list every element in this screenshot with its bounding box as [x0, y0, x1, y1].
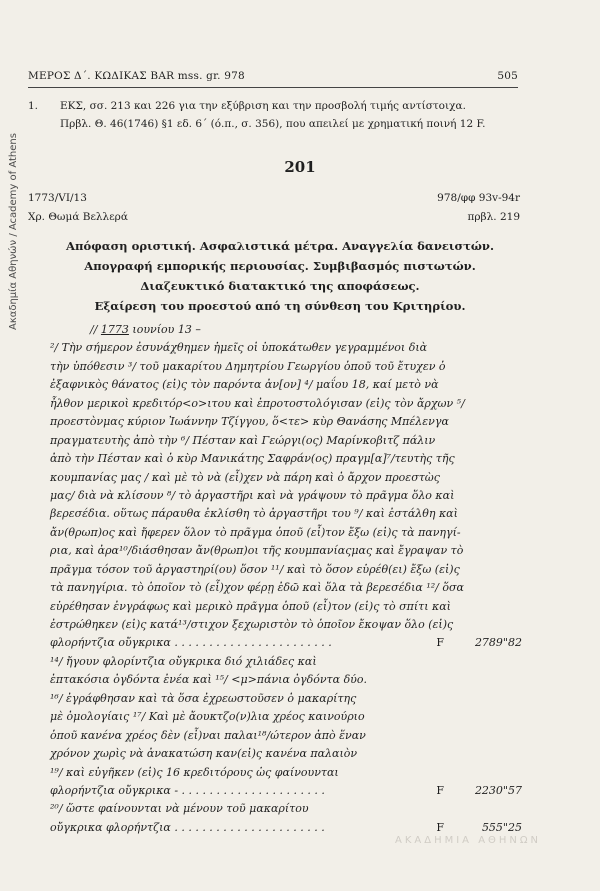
body-line: μὲ ὁμολογίαις ¹⁷/ Καὶ μὲ ἄουκτζο(ν)λια χρέος καινούριο [50, 710, 365, 724]
body-line: ὁποῦ κανένα χρέος δὲν (εἶ)ναι παλαι¹⁸/ώτερον ἀπὸ ἕναν [50, 728, 366, 742]
summary-line: Απόφαση οριστική. Ασφαλιστικά μέτρα. Αναγγελία δανειστών. [65, 239, 495, 253]
body-line: πρᾶγμα τόσον τοῦ ἀργαστηρί(ου) ὅσον ¹¹/ καὶ τὸ ὅσον εὑρέθ(ει) ἔξω (εἰ)ς [50, 562, 460, 576]
currency-mark-1: F [436, 636, 444, 650]
footnote-number: 1. [28, 100, 39, 112]
body-date-line: // 1773 ιουνίου 13 – [90, 323, 201, 336]
sum-line-1 [50, 634, 522, 652]
body-line: ἄν(θρωπ)ος καὶ ἤφερεν ὅλον τὸ πρᾶγμα ὁποῦ (εἶ)τον ἔξω (εἰ)ς τὰ πανηγί- [50, 525, 461, 539]
document-date: 1773/VI/13 [28, 192, 87, 204]
body-line: τὰ πανηγίρια. τὸ ὁποῖον τὸ (εἶ)χον φέρῃ ἐδῶ καὶ ὅλα τὰ βερεσέδια ¹²/ ὅσα [50, 581, 464, 595]
sum-amount-3: 555"25 [481, 820, 522, 834]
footnote-line-1: ΕΚΣ, σσ. 213 και 226 για την εξύβριση και την προσβολή τιμής αντίστοιχα. [60, 100, 466, 112]
body-line: προεστὸνμας κύριον Ἰωάννην Τζίγγου, ὅ<τε> κὺρ Θανάσης Μπέλενγα [50, 415, 449, 429]
body-line: χρόνον χωρὶς νὰ ἀνακατώση καν(εἰ)ς κανένα παλαιὸν [50, 747, 358, 761]
sum-amount-1: 2789"82 [474, 636, 522, 650]
sum-line-2 [50, 782, 522, 800]
body-line: ἦλθον μερικοὶ κρεδιτόρ<ο>ιτου καὶ ἐπροτοστολόγισαν (εἰ)ς τὸν ἄρχων ⁵/ [50, 396, 465, 410]
compare-reference: πρβλ. 219 [467, 211, 520, 223]
body-line: ἐξαφνικὸς θάνατος (εἰ)ς τὸν παρόντα ἀν[ον] ⁴/ μαΐου 18, καί μετὸ νὰ [50, 378, 439, 392]
body-line: ²⁰/ ὥστε φαίνουνται νὰ μένουν τοῦ μακαρίτου [50, 802, 309, 816]
body-year: 1773 [100, 323, 129, 336]
academy-stamp: ΑΚΑΔΗΜΙΑ ΑΘΗΝΩΝ [395, 835, 542, 846]
meta-row-2 [28, 211, 520, 227]
sum-amount-2: 2230"57 [474, 783, 522, 797]
body-line: ²/ Τὴν σήμερον ἐσυνάχθημεν ἡμεῖς οἱ ὑποκάτωθεν γεγραμμένοι διὰ [50, 341, 428, 355]
body-line: ἐστρώθηκεν (εἰ)ς κατά¹³/στιχον ξεχωριστὸν τὸ ὁποῖον ἔκοψαν ὅλο (εἰ)ς [50, 618, 454, 631]
body-line: ¹⁴/ ἤγουν φλορίντζια οὔγκρικα διό χιλιάδες καὶ [50, 654, 317, 668]
header-rule [28, 87, 518, 88]
body-line: κουμπανίας μας / καὶ μὲ τὸ νὰ (εἶ)χεν νὰ πάρη καὶ ὁ ἄρχον προεστὼς [50, 470, 440, 484]
document-number: 201 [284, 158, 316, 176]
summary-line: Εξαίρεση του προεστού από τη σύνθεση του Κριτηρίου. [94, 299, 466, 313]
body-line: πραγματευτὴς ἀπὸ τὴν ⁶/ Πέσταν καὶ Γεώργι(ος) Μαρίνκοβιτζ πάλιν [50, 433, 436, 447]
summary-line: Διαζευκτικό διατακτικό της αποφάσεως. [140, 279, 420, 293]
body-line: ¹⁶/ ἐγράφθησαν καὶ τὰ ὅσα ἐχρεωστοῦσεν ὁ μακαρίτης [50, 691, 357, 705]
academy-watermark: Ακαδημία Αθηνών / Academy of Athens [8, 133, 19, 330]
footnote-line-2: Πρβλ. Θ. 46(1746) §1 εδ. 6΄ (ό.π., σ. 356), που απειλεί με χρηματική ποινή 12 F. [60, 118, 486, 130]
body-line: εὑρέθησαν ἐνγράφως καὶ μερικὸ πρᾶγμα ὁποῦ (εἶ)τον (εἰ)ς τὸ σπίτι καὶ [50, 599, 451, 613]
body-line: ¹⁹/ καὶ εὐγῆκεν (εἰ)ς 16 κρεδιτόρους ὡς φαίνουνται [50, 765, 339, 779]
page-number: 505 [497, 70, 518, 82]
summary-line: Απογραφή εμπορικής περιουσίας. Συμβιβασμός πιστωτών. [84, 259, 476, 273]
document-summary [40, 236, 520, 316]
running-head [28, 70, 518, 86]
body-line: βερεσέδια. οὕτως πάραυθα ἐκλίσθη τὸ ἀργαστῆρι του ⁹/ καὶ ἐστάλθη καὶ [50, 507, 458, 521]
running-head-title: ΜΕΡΟΣ Δ΄. ΚΩΔΙΚΑΣ BAR mss. gr. 978 [28, 70, 245, 82]
meta-row-1 [28, 192, 520, 208]
body-line: ρια, καὶ ἀρα¹⁰/διάσθησαν ἄν(θρωπ)οι τῆς κουμπανίαςμας καὶ ἔγραψαν τὸ [50, 544, 464, 558]
sum-label-3: οὔγκρικα φλορήντζια . . . . . . . . . . . . . . . . . . . . . . [50, 820, 325, 834]
body-line: τὴν ὑπόθεσιν ³/ τοῦ μακαρίτου Δημητρίου Γεωργίου ὁποῦ τοῦ ἔτυχεν ὁ [50, 359, 446, 373]
currency-mark-3: F [436, 820, 444, 834]
body-line: ἑπτακόσια ὀγδόντα ἐνέα καὶ ¹⁵/ <μ>πάνια ὀγδόντα δύο. [50, 673, 367, 687]
body-line: ἀπὸ τὴν Πέσταν καὶ ὁ κὺρ Μανικάτης Σαφράν(ος) πραγμ[α]⁷/τευτὴς τῆς [50, 452, 455, 466]
scribe-name: Χρ. Θωμά Βελλερά [28, 211, 128, 223]
sum-label-1: φλορήντζια οὔγκρικα . . . . . . . . . . . . . . . . . . . . . . . [50, 636, 332, 650]
document-body [50, 321, 522, 837]
folio-reference: 978/φφ 93v-94r [437, 192, 520, 204]
currency-mark-2: F [436, 783, 444, 797]
sum-label-2: φλορήντζια οὔγκρικα - . . . . . . . . . . . . . . . . . . . . . [50, 783, 325, 797]
body-line: μας/ διὰ νὰ κλίσουν ⁸/ τὸ ἀργαστῆρι καὶ νὰ γράψουν τὸ πρᾶγμα ὅλο καὶ [50, 488, 455, 502]
footnote [28, 97, 528, 133]
